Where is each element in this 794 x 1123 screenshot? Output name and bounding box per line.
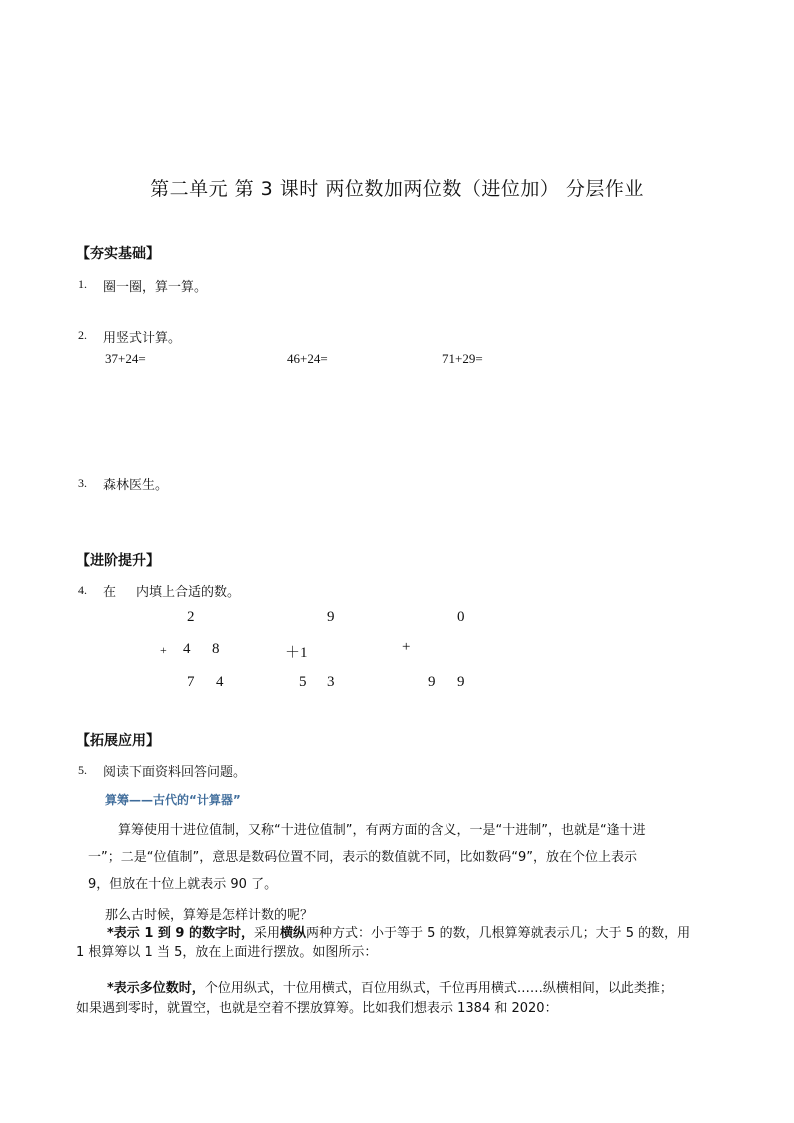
q4-row2-plus-c: + [402,639,411,655]
q4-row3-digit-7: 7 [187,674,195,690]
reading-para1-line2: 一”；二是“位值制”，意思是数码位置不同，表示的数值就不同，比如数码“9”，放在个位上表示 [88,850,637,865]
question-2-number: 2. [78,328,87,342]
reading-para4-text1: 个位用纵式，十位用横式，百位用纵式，千位再用横式……纵横相间，以此类推； [204,981,673,996]
reading-subtitle: 算筹——古代的“计算器” [105,793,241,807]
question-4-text-before: 在 [103,585,117,600]
q4-row3-digit-4: 4 [216,674,224,690]
reading-para3-text2: 两种方式：小于等于 5 的数，几根算筹就表示几；大于 5 的数，用 [306,926,691,941]
q4-row2-digit-8: 8 [212,641,220,657]
q4-row3-digit-9b: 9 [457,674,465,690]
question-3-text: 森林医生。 [103,478,169,493]
question-2-expression-3: 71+29= [442,351,483,366]
question-1-text: 圈一圈，算一算。 [103,280,208,295]
q4-row3-digit-5: 5 [299,674,307,690]
q4-row2-plus-a: + [160,643,167,657]
reading-para1-line3: 9，但放在十位上就表示 90 了。 [88,877,278,892]
q4-row3-digit-9a: 9 [428,674,436,690]
q4-row1-digit-b: 9 [327,609,335,625]
reading-para2: 那么古时候，算筹是怎样计数的呢？ [105,908,314,923]
q4-row1-digit-c: 0 [457,609,465,625]
section-heading-extension: 【拓展应用】 [76,733,160,749]
q4-row2-digit-4: 4 [183,641,191,657]
reading-para3-bold1: *表示 1 到 9 的数字时， [107,926,254,941]
reading-para4-line2: 如果遇到零时，就置空，也就是空着不摆放算筹。比如我们想表示 1384 和 2020： [76,1001,558,1016]
section-heading-advanced: 【进阶提升】 [76,553,160,569]
question-5-text: 阅读下面资料回答问题。 [103,765,247,780]
section-heading-basics: 【夯实基础】 [76,246,160,262]
q4-row1-digit-a: 2 [187,609,195,625]
question-2-expression-2: 46+24= [287,351,328,366]
question-1-number: 1. [78,277,87,291]
question-4-text-after: 内填上合适的数。 [136,585,241,600]
q4-row3-digit-3: 3 [327,674,335,690]
reading-para1-line1: 算筹使用十进位值制，又称“十进位值制”，有两方面的含义，一是“十进制”，也就是“逢十进 [118,823,646,838]
reading-para4-line1 [107,977,673,996]
reading-para3-line1 [107,922,690,941]
question-3-number: 3. [78,476,87,490]
reading-para3-line2: 1 根算筹以 1 当 5，放在上面进行摆放。如图所示： [76,945,378,960]
reading-para3-text1: 采用 [254,926,281,941]
reading-para3-bold2: 横纵 [280,926,307,941]
q4-row2-plus-one: ＋1 [285,645,308,661]
page-title: 第二单元 第 3 课时 两位数加两位数（进位加） 分层作业 [150,178,644,200]
question-4-number: 4. [78,583,87,597]
question-2-expression-1: 37+24= [105,351,146,366]
question-5-number: 5. [78,763,87,777]
question-2-text: 用竖式计算。 [103,331,182,346]
reading-para4-bold: *表示多位数时， [107,981,205,996]
